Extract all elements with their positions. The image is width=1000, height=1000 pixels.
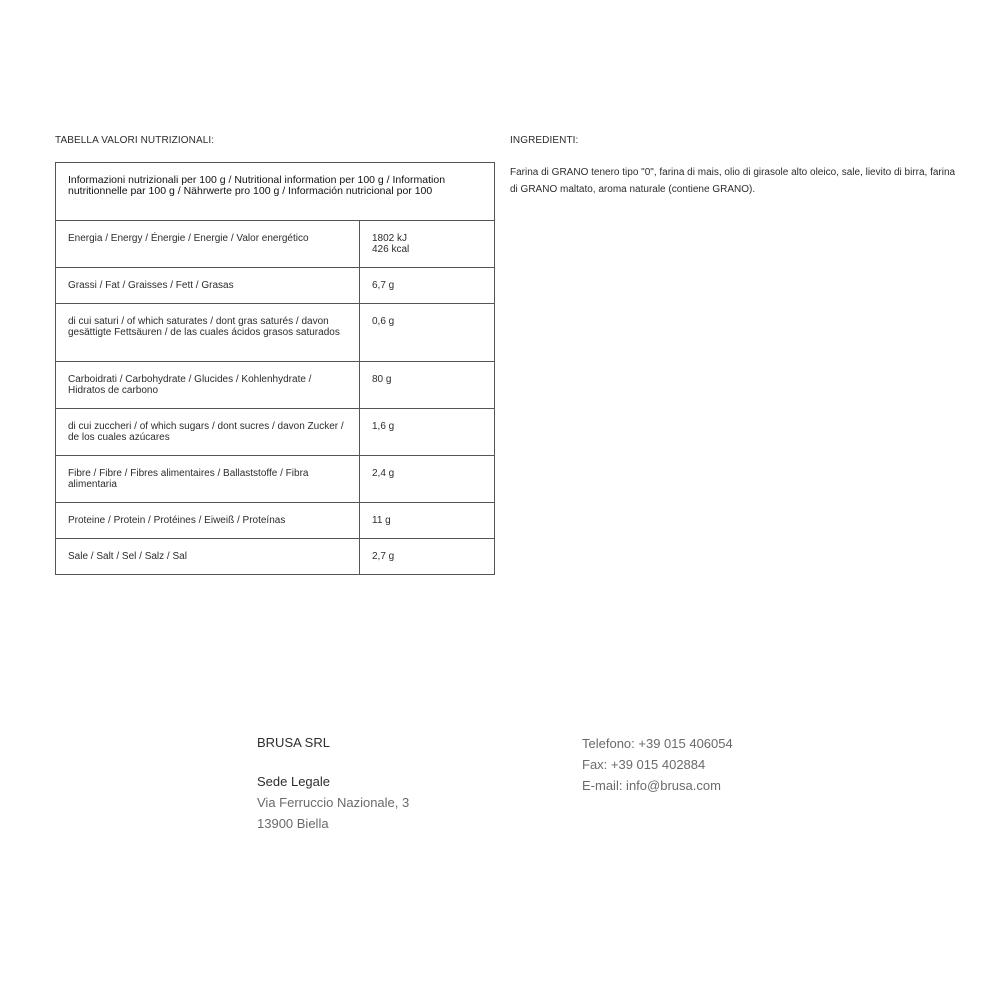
nutrient-value-saturates: 0,6 g: [360, 304, 495, 362]
table-row: [56, 539, 495, 575]
nutrition-header-row: [56, 163, 495, 221]
table-row: [56, 456, 495, 503]
company-info: [257, 734, 409, 834]
nutrient-label-sugars: di cui zuccheri / of which sugars / dont sucres / davon Zucker / de los cuales azúcares: [56, 409, 360, 456]
nutrient-label-energy: Energia / Energy / Énergie / Energie / Valor energético: [56, 221, 360, 268]
nutrient-label-fibre: Fibre / Fibre / Fibres alimentaires / Ballaststoffe / Fibra alimentaria: [56, 456, 360, 503]
energy-kcal-value: 426 kcal: [372, 244, 410, 255]
nutrient-label-fat: Grassi / Fat / Graisses / Fett / Grasas: [56, 268, 360, 304]
nutrient-label-salt: Sale / Salt / Sel / Salz / Sal: [56, 539, 360, 575]
table-row: [56, 304, 495, 362]
ingredients-text: Farina di GRANO tenero tipo "0", farina di mais, olio di girasole alto oleico, sale, lievito di birra, farina di GRANO maltato, aroma naturale (contiene GRANO).: [510, 167, 956, 195]
table-row: [56, 268, 495, 304]
contact-info: [582, 733, 733, 796]
nutrient-value-carbohydrate: 80 g: [360, 362, 495, 409]
email-address[interactable]: E-mail: info@brusa.com: [582, 778, 721, 793]
table-row: [56, 503, 495, 539]
nutrient-label-carbohydrate: Carboidrati / Carbohydrate / Glucides / Kohlenhydrate / Hidratos de carbono: [56, 362, 360, 409]
fax-number: Fax: +39 015 402884: [582, 757, 706, 772]
table-row: [56, 409, 495, 456]
nutrient-value-protein: 11 g: [360, 503, 495, 539]
energy-kj-value: 1802 kJ: [372, 233, 408, 244]
registered-office-label: Sede Legale: [257, 774, 331, 789]
nutrient-value-energy: [360, 221, 495, 268]
nutrient-value-salt: 2,7 g: [360, 539, 495, 575]
ingredients-title: INGREDIENTI:: [510, 135, 579, 146]
phone-number: Telefono: +39 015 406054: [582, 736, 733, 751]
nutrient-label-saturates: di cui saturi / of which saturates / dont gras saturés / davon gesättigte Fettsäuren / de las cuales ácidos grasos saturados: [56, 304, 360, 362]
nutrition-table: [55, 162, 495, 575]
nutrition-header-cell: Informazioni nutrizionali per 100 g / Nutritional information per 100 g / Information nutritionnelle par 100 g / Nährwerte pro 100 g / Información nutricional por 100: [56, 163, 495, 221]
table-row: [56, 221, 495, 268]
address-city: 13900 Biella: [257, 816, 329, 831]
nutrition-table-title: TABELLA VALORI NUTRIZIONALI:: [55, 135, 215, 146]
nutrient-label-protein: Proteine / Protein / Protéines / Eiweiß / Proteínas: [56, 503, 360, 539]
nutrient-value-fat: 6,7 g: [360, 268, 495, 304]
company-name: BRUSA SRL: [257, 735, 330, 750]
nutrient-value-fibre: 2,4 g: [360, 456, 495, 503]
nutrient-value-sugars: 1,6 g: [360, 409, 495, 456]
table-row: [56, 362, 495, 409]
address-street: Via Ferruccio Nazionale, 3: [257, 795, 410, 810]
